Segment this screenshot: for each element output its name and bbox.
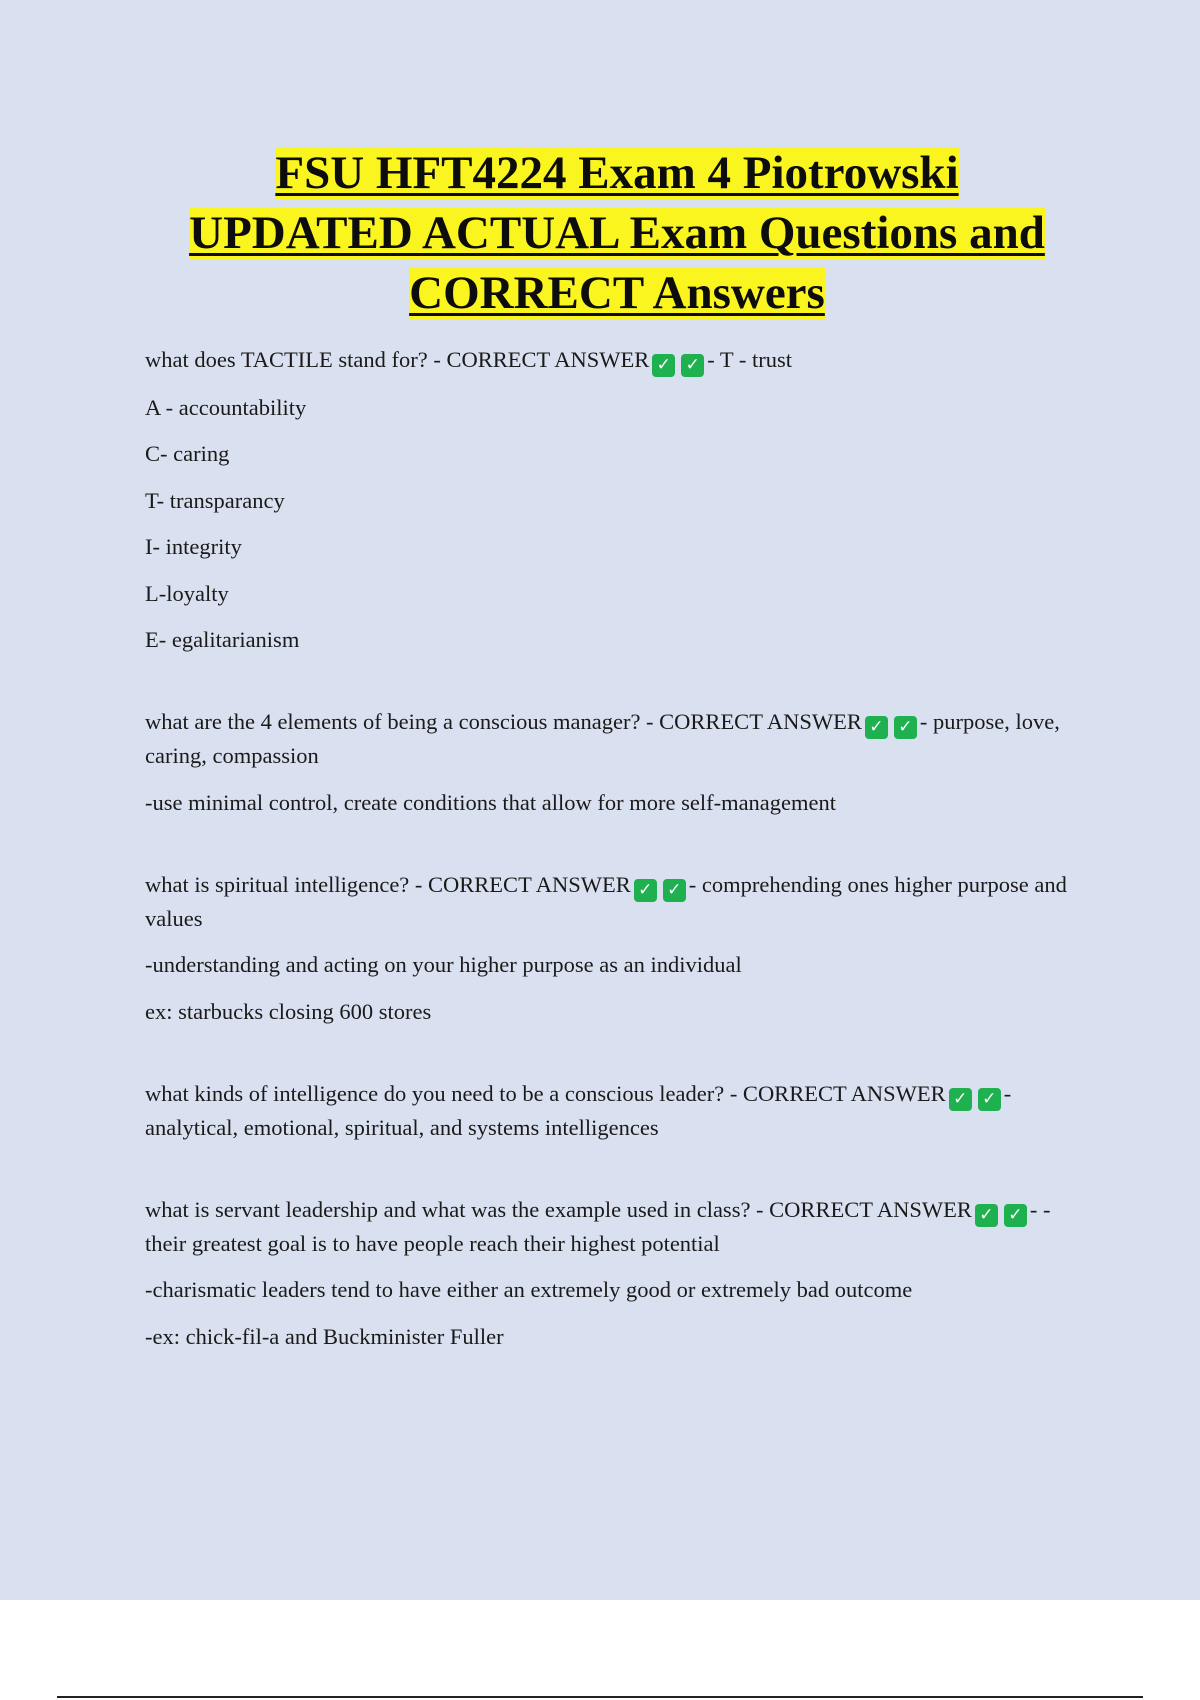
check-mark-icon: ✓: [978, 1088, 1001, 1111]
answer-line: -use minimal control, create conditions that allow for more self-management: [145, 789, 837, 815]
answer-line: A - accountability: [145, 394, 307, 420]
document-title: [0, 143, 1200, 323]
check-mark-icon: ✓: [652, 354, 675, 377]
question-text: what is spiritual intelligence? - CORRECT ANSWER: [145, 871, 631, 897]
title-line-1: FSU HFT4224 Exam 4 Piotrowski: [275, 147, 959, 199]
answer-line: -ex: chick-fil-a and Buckminister Fuller: [145, 1323, 504, 1349]
check-mark-icon: ✓: [1004, 1204, 1027, 1227]
answer-line: T- transparancy: [145, 487, 285, 513]
check-mark-icon: ✓: [663, 879, 686, 902]
title-line-2: UPDATED ACTUAL Exam Questions and: [189, 207, 1045, 259]
answer-text: - comprehending ones higher purpose and values: [145, 871, 1067, 931]
answer-line: -charismatic leaders tend to have either an extremely good or extremely bad outcome: [145, 1277, 913, 1302]
check-mark-icon: ✓: [865, 716, 888, 739]
qa-question-5: [145, 1193, 1085, 1260]
check-mark-icon: ✓: [634, 879, 657, 902]
check-mark-icon: ✓: [949, 1088, 972, 1111]
qa-question-3: [145, 868, 1085, 935]
check-mark-icon: ✓: [894, 716, 917, 739]
qa-question-4: [145, 1077, 1085, 1144]
answer-line: C- caring: [145, 441, 230, 466]
answer-line: I- integrity: [145, 534, 242, 559]
question-text: what does TACTILE stand for? - CORRECT ANSWER: [145, 347, 650, 372]
qa-content: [145, 343, 1085, 1366]
footer-divider: [57, 1696, 1143, 1698]
qa-question-2: [145, 705, 1085, 772]
answer-line: L-loyalty: [145, 580, 229, 606]
title-line-3: CORRECT Answers: [409, 267, 825, 319]
answer-text: - -their greatest goal is to have people reach their highest potential: [145, 1196, 1051, 1256]
answer-text: - analytical, emotional, spiritual, and systems intelligences: [145, 1080, 1012, 1140]
question-text: what are the 4 elements of being a conscious manager? - CORRECT ANSWER: [145, 709, 862, 734]
qa-question-1: [145, 343, 1085, 377]
answer-text: - T - trust: [707, 347, 792, 372]
question-text: what kinds of intelligence do you need to be a conscious leader? - CORRECT ANSWER: [145, 1080, 946, 1106]
check-mark-icon: ✓: [975, 1204, 998, 1227]
answer-text: - purpose, love, caring, compassion: [145, 709, 1060, 768]
question-text: what is servant leadership and what was the example used in class? - CORRECT ANSWER: [145, 1196, 972, 1222]
answer-line: ex: starbucks closing 600 stores: [145, 998, 432, 1024]
answer-line: -understanding and acting on your higher purpose as an individual: [145, 952, 742, 977]
answer-line: E- egalitarianism: [145, 627, 300, 652]
check-mark-icon: ✓: [681, 354, 704, 377]
